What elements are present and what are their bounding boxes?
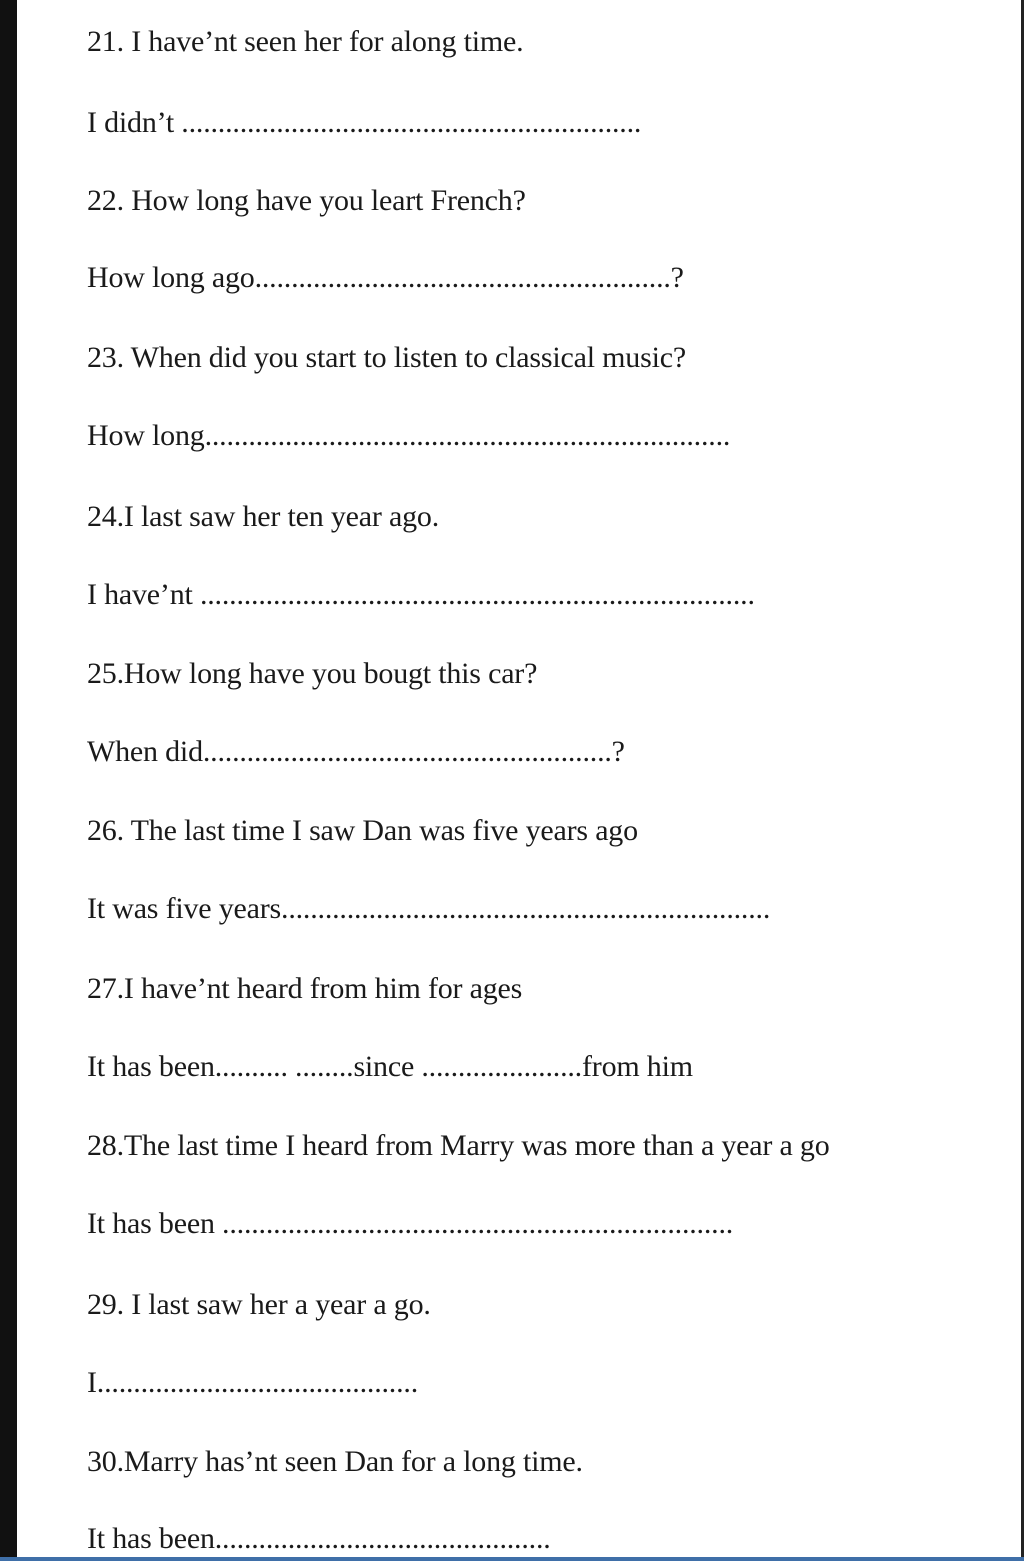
question-28: 28.The last time I heard from Marry was more than a year a go xyxy=(87,1129,830,1162)
question-26: 26. The last time I saw Dan was five years ago xyxy=(87,814,638,847)
question-24: 24.I last saw her ten year ago. xyxy=(87,500,439,533)
question-30: 30.Marry has’nt seen Dan for a long time. xyxy=(87,1445,583,1478)
answer-21: I didn’t ............................................................... xyxy=(87,106,642,139)
answer-27: It has been.......... ........since ......................from him xyxy=(87,1050,693,1083)
answer-23: How long........................................................................ xyxy=(87,419,731,452)
question-22: 22. How long have you leart French? xyxy=(87,184,526,217)
bottom-border xyxy=(0,1557,1024,1561)
answer-25: When did........................................................? xyxy=(87,735,625,768)
answer-24: I have’nt ............................................................................ xyxy=(87,578,755,611)
question-27: 27.I have’nt heard from him for ages xyxy=(87,972,523,1005)
question-25: 25.How long have you bougt this car? xyxy=(87,657,538,690)
answer-29: I............................................ xyxy=(87,1366,418,1399)
answer-26: It was five years................................................................... xyxy=(87,892,771,925)
question-23: 23. When did you start to listen to classical music? xyxy=(87,341,686,374)
answer-30: It has been.............................................. xyxy=(87,1522,551,1555)
answer-28: It has been ...................................................................... xyxy=(87,1207,734,1240)
answer-22: How long ago.........................................................? xyxy=(87,261,684,294)
question-29: 29. I last saw her a year a go. xyxy=(87,1288,431,1321)
left-border xyxy=(0,0,17,1561)
worksheet-page xyxy=(17,0,1021,1557)
question-21: 21. I have’nt seen her for along time. xyxy=(87,25,524,58)
